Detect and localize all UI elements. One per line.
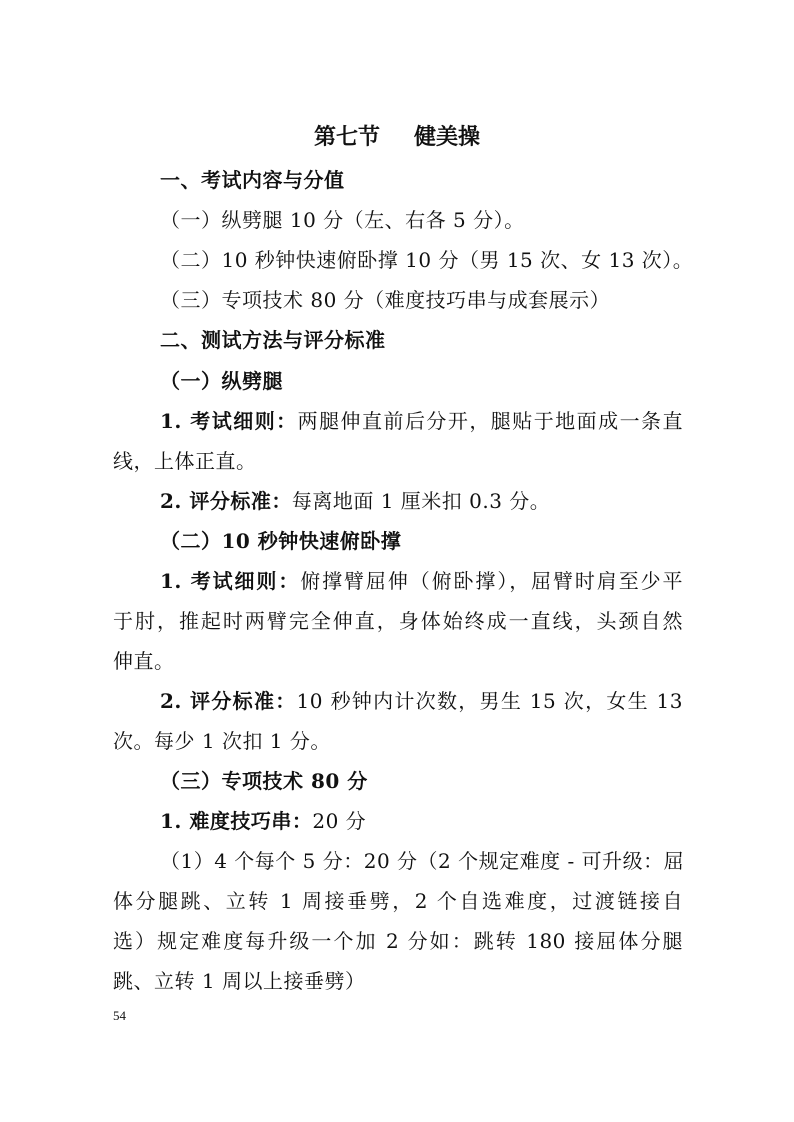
splits-score: 2. 评分标准：每离地面 1 厘米扣 0.3 分。	[160, 489, 551, 513]
subheading-pushups: （二）10 秒钟快速俯卧撑	[160, 529, 402, 553]
exam-item-splits: （一）纵劈腿 10 分（左、右各 5 分）。	[160, 208, 525, 232]
splits-rule-line-1: 1. 考试细则：两腿伸直前后分开，腿贴于地面成一条直	[160, 409, 684, 433]
pushups-rule-label: 1. 考试细则：	[160, 569, 301, 593]
section-title-subject: 健美操	[414, 124, 481, 150]
section-title	[0, 122, 794, 152]
technique-difficulty: 1. 难度技巧串：20 分	[160, 809, 367, 833]
splits-rule-label: 1. 考试细则：	[160, 409, 298, 433]
technique-detail-line-3: 选）规定难度每升级一个加 2 分如：跳转 180 接屈体分腿	[113, 929, 683, 953]
pushups-score-line-2: 次。每少 1 次扣 1 分。	[113, 729, 331, 753]
splits-rule-line-2: 线，上体正直。	[113, 449, 257, 473]
page-number: 54	[113, 1008, 126, 1023]
exam-item-pushups: （二）10 秒钟快速俯卧撑 10 分（男 15 次、女 13 次）。	[160, 248, 694, 272]
exam-item-technique: （三）专项技术 80 分（难度技巧串与成套展示）	[160, 288, 611, 312]
subheading-splits: （一）纵劈腿	[160, 369, 283, 393]
pushups-score-label: 2. 评分标准：	[160, 689, 297, 713]
subheading-technique: （三）专项技术 80 分	[160, 769, 368, 793]
pushups-rule-line-3: 伸直。	[113, 649, 175, 673]
splits-score-label: 2. 评分标准：	[160, 489, 292, 513]
technique-detail-line-4: 跳、立转 1 周以上接垂劈）	[113, 969, 366, 993]
technique-detail-line-1: （1）4 个每个 5 分：20 分（2 个规定难度 - 可升级：屈	[160, 849, 685, 873]
pushups-score-line-1: 2. 评分标准：10 秒钟内计次数，男生 15 次，女生 13	[160, 689, 684, 713]
pushups-rule-line-1: 1. 考试细则：俯撑臂屈伸（俯卧撑），屈臂时肩至少平	[160, 569, 684, 593]
heading-exam-content: 一、考试内容与分值	[160, 168, 345, 192]
section-title-chapter: 第七节	[313, 124, 380, 150]
heading-test-method: 二、测试方法与评分标准	[160, 328, 386, 352]
technique-difficulty-label: 1. 难度技巧串：	[160, 809, 313, 833]
pushups-rule-line-2: 于肘，推起时两臂完全伸直，身体始终成一直线，头颈自然	[113, 609, 683, 633]
technique-detail-line-2: 体分腿跳、立转 1 周接垂劈，2 个自选难度，过渡链接自	[113, 889, 683, 913]
